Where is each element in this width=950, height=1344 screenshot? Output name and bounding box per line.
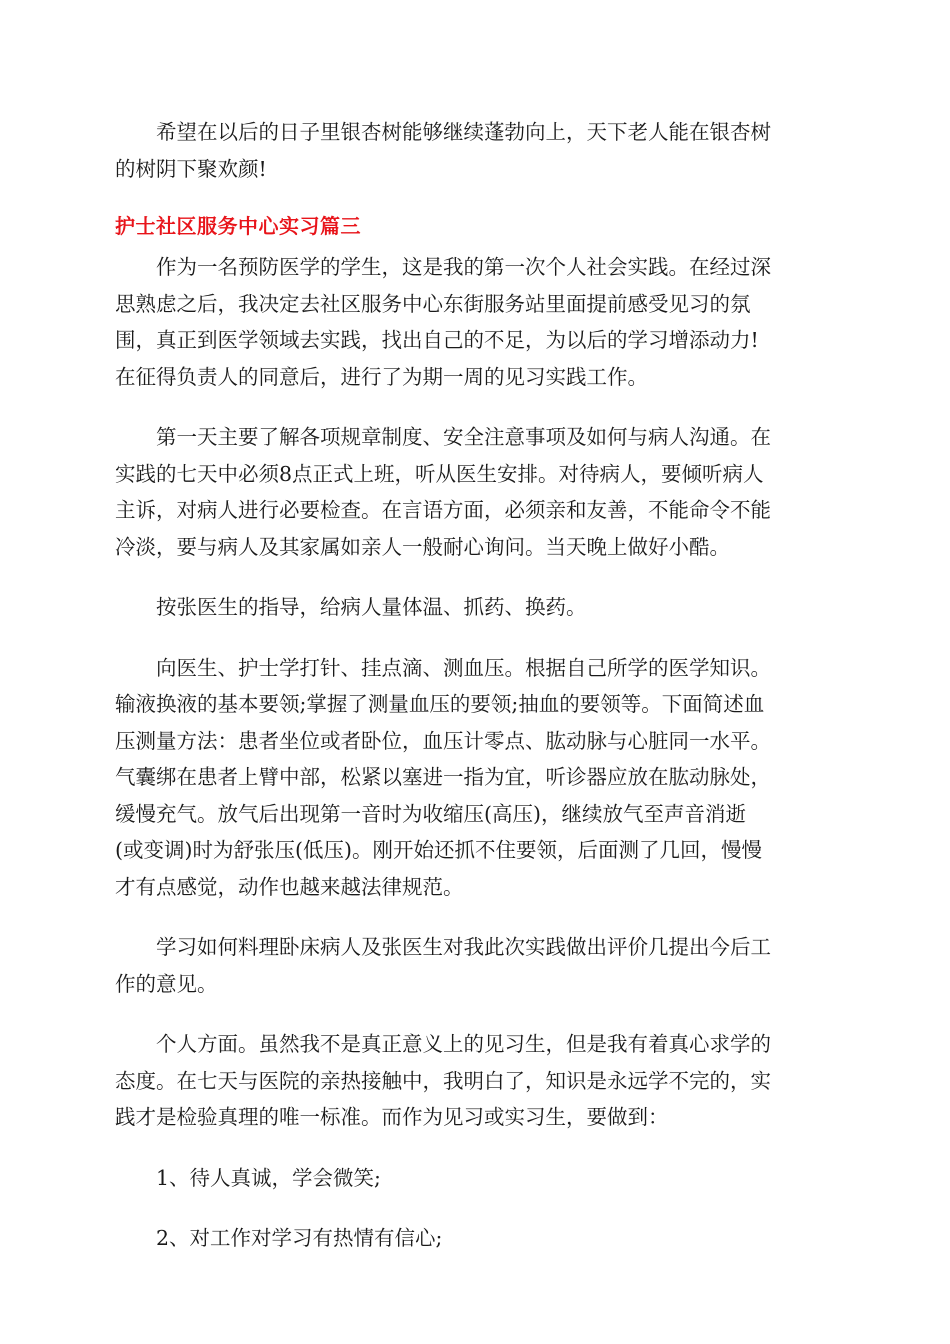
text-line: 气囊绑在患者上臂中部，松紧以塞进一指为宜，听诊器应放在肱动脉处， — [115, 765, 771, 789]
text-line: 希望在以后的日子里银杏树能够继续蓬勃向上，天下老人能在银杏树 — [156, 120, 771, 144]
text-line: 缓慢充气。放气后出现第一音时为收缩压(高压)，继续放气至声音消逝 — [115, 801, 746, 826]
text-line: 冷淡，要与病人及其家属如亲人一般耐心询问。当天晚上做好小酷。 — [115, 534, 730, 559]
list-item-2 — [115, 1220, 835, 1257]
text-line: 围，真正到医学领域去实践，找出自己的不足，为以后的学习增添动力! — [115, 328, 759, 352]
text-line: 个人方面。虽然我不是真正意义上的见习生，但是我有着真心求学的 — [156, 1032, 771, 1056]
intro-paragraph — [115, 114, 835, 187]
paragraph-6 — [115, 1026, 835, 1136]
text-line: 才有点感觉，动作也越来越法律规范。 — [115, 874, 464, 899]
list-item-1 — [115, 1160, 835, 1197]
text-line: 输液换液的基本要领;掌握了测量血压的要领;抽血的要领等。下面简述血 — [115, 692, 765, 716]
text-line: 实践的七天中必须8点正式上班，听从医生安排。对待病人，要倾听病人 — [115, 461, 764, 486]
paragraph-1 — [115, 249, 835, 395]
text-line: 向医生、护士学打针、挂点滴、测血压。根据自己所学的医学知识。 — [156, 655, 771, 680]
text-line: 1、待人真诚，学会微笑; — [156, 1165, 381, 1190]
text-line: (或变调)时为舒张压(低压)。刚开始还抓不住要领，后面测了几回，慢慢 — [115, 838, 762, 862]
text-line: 按张医生的指导，给病人量体温、抓药、换药。 — [156, 595, 587, 619]
text-line: 2、对工作对学习有热情有信心; — [156, 1226, 443, 1250]
paragraph-2 — [115, 419, 835, 565]
text-line: 学习如何料理卧床病人及张医生对我此次实践做出评价几提出今后工 — [156, 935, 771, 959]
text-line: 压测量方法：患者坐位或者卧位，血压计零点、肱动脉与心脏同一水平。 — [115, 728, 771, 753]
paragraph-3 — [115, 589, 835, 626]
text-line: 作的意见。 — [115, 971, 218, 996]
text-line: 主诉，对病人进行必要检查。在言语方面，必须亲和友善，不能命令不能 — [115, 498, 771, 522]
paragraph-5 — [115, 929, 835, 1002]
text-line: 作为一名预防医学的学生，这是我的第一次个人社会实践。在经过深 — [156, 255, 771, 279]
text-line: 的树阴下聚欢颜! — [115, 156, 267, 181]
text-line: 第一天主要了解各项规章制度、安全注意事项及如何与病人沟通。在 — [156, 425, 771, 449]
paragraph-4 — [115, 650, 835, 906]
text-line: 态度。在七天与医院的亲热接触中，我明白了，知识是永远学不完的，实 — [115, 1068, 771, 1093]
text-line: 思熟虑之后，我决定去社区服务中心东街服务站里面提前感受见习的氛 — [115, 291, 751, 316]
text-line: 在征得负责人的同意后，进行了为期一周的见习实践工作。 — [115, 364, 648, 389]
text-line: 践才是检验真理的唯一标准。而作为见习或实习生，要做到： — [115, 1105, 669, 1129]
document-body — [115, 114, 835, 1281]
section-heading: 护士社区服务中心实习篇三 — [115, 214, 361, 238]
